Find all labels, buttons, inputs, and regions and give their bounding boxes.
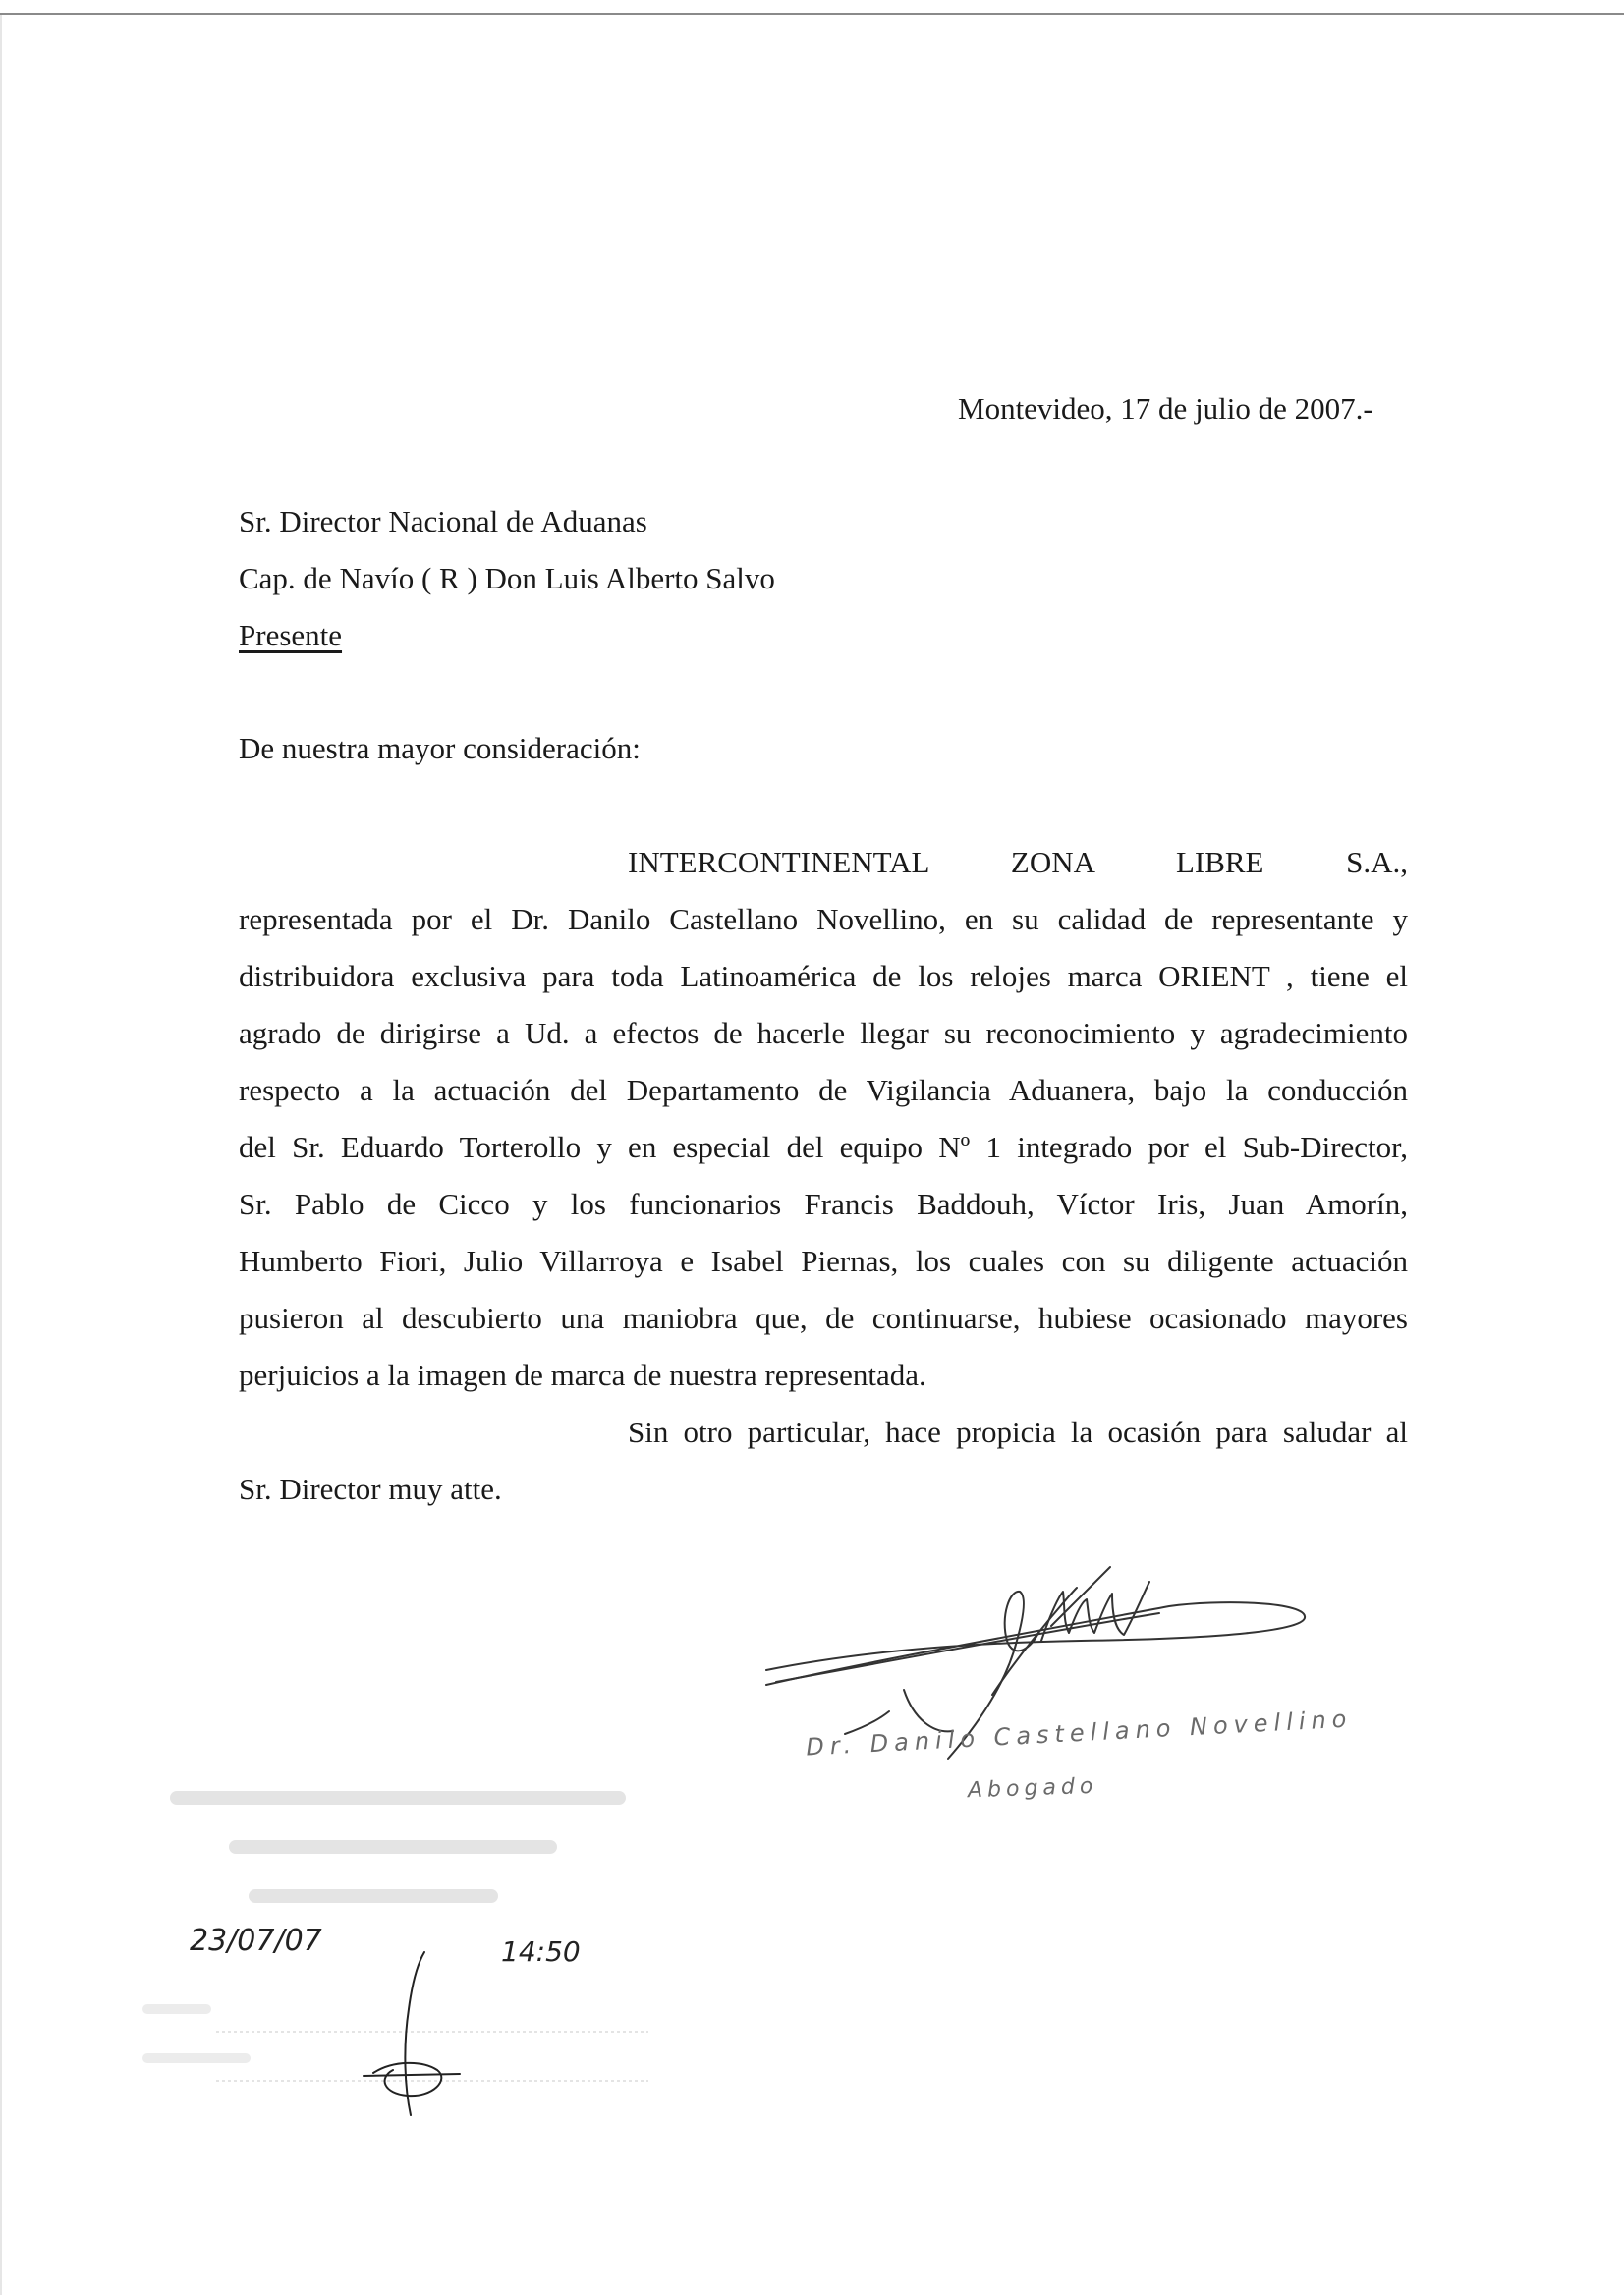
body-line: INTERCONTINENTAL ZONA LIBRE S.A., — [628, 845, 1408, 879]
greeting: De nuestra mayor consideración: — [239, 731, 641, 765]
signature-title: Abogado — [967, 1773, 1098, 1804]
scan-top-edge — [0, 13, 1624, 15]
body-line: distribuidora exclusiva para toda Latinoamérica de los relojes marca ORIENT , tiene el — [239, 959, 1408, 993]
recipient-line-2: Cap. de Navío ( R ) Don Luis Alberto Salvo — [239, 561, 775, 595]
body-line: respecto a la actuación del Departamento de Vigilancia Aduanera, bajo la conducción — [239, 1073, 1408, 1107]
date-line: Montevideo, 17 de julio de 2007.- — [958, 391, 1373, 425]
body-line: perjuicios a la imagen de marca de nuestra representada. — [239, 1358, 926, 1392]
stamp-initials-scribble — [364, 1950, 462, 2117]
body-line: Sr. Pablo de Cicco y los funcionarios Francis Baddouh, Víctor Iris, Juan Amorín, — [239, 1187, 1408, 1221]
closing-line: Sr. Director muy atte. — [239, 1472, 502, 1506]
body-line: pusieron al descubierto una maniobra que, de continuarse, hubiese ocasionado mayores — [239, 1301, 1408, 1335]
stamp-date: 23/07/07 — [190, 1924, 322, 1958]
body-line: del Sr. Eduardo Torterollo y en especial del equipo Nº 1 integrado por el Sub-Director, — [239, 1130, 1408, 1164]
body-line: agrado de dirigirse a Ud. a efectos de hacerle llegar su reconocimiento y agradecimiento — [239, 1016, 1408, 1050]
recipient-line-3: Presente — [239, 618, 343, 652]
body-line: representada por el Dr. Danilo Castellano Novellino, en su calidad de representante y — [239, 902, 1408, 936]
stamp-time: 14:50 — [501, 1935, 581, 1968]
signature-name: Dr. Danilo Castellano Novellino — [805, 1705, 1354, 1762]
body-line: Humberto Fiori, Julio Villarroya e Isabel Piernas, los cuales con su diligente actuación — [239, 1244, 1408, 1278]
closing-line: Sin otro particular, hace propicia la ocasión para saludar al — [628, 1415, 1408, 1449]
scan-left-edge — [0, 15, 2, 2295]
recipient-line-1: Sr. Director Nacional de Aduanas — [239, 504, 647, 538]
